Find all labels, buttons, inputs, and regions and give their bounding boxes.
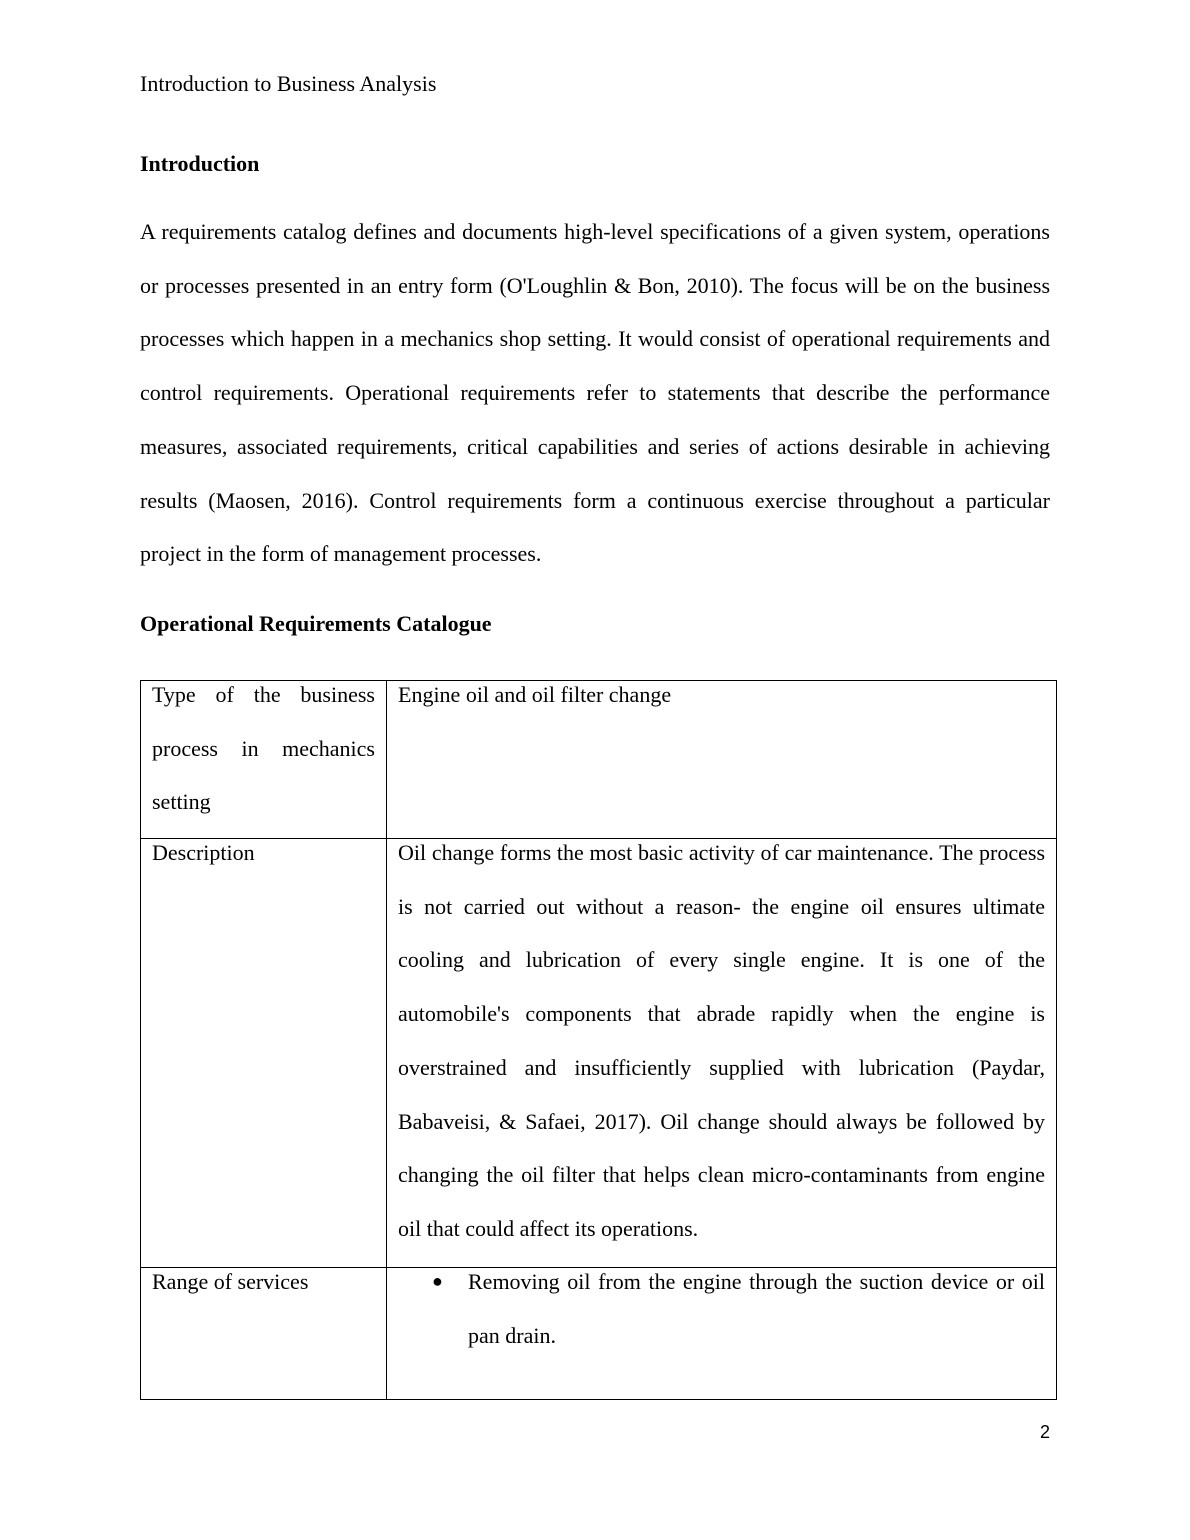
table-row xyxy=(141,839,1057,1268)
bullet-icon: ● xyxy=(432,1271,443,1291)
description-value: Oil change forms the most basic activity of car maintenance. The process is not carried out without a reason- the engine oil ensures ultimate cooling and lubrication of every single engine. It is one of the automobile's components that abrade rapidly when the engine is overstrained and insufficiently supplied with lubrication (Paydar, Babaveisi, & Safaei, 2017). Oil change should always be followed by changing the oil filter that helps clean micro-contaminants from engine oil that could affect its operations. xyxy=(398,840,1045,1241)
table-cell-value xyxy=(387,839,1057,1268)
table-cell-value xyxy=(387,681,1057,839)
introduction-paragraph: A requirements catalog defines and documents high-level specifications of a given system, operations or processes presented in an entry form (O'Loughlin & Bon, 2010). The focus will be on the business processes which happen in a mechanics shop setting. It would consist of operational requirements and control requirements. Operational requirements refer to statements that describe the performance measures, associated requirements, critical capabilities and series of actions desirable in achieving results (Maosen, 2016). Control requirements form a continuous exercise throughout a particular project in the form of management processes. xyxy=(140,219,1050,567)
process-type-label: Type of the business process in mechanics setting xyxy=(152,682,375,815)
range-of-services-label: Range of services xyxy=(152,1269,309,1294)
list-item xyxy=(432,1255,1045,1362)
table-row xyxy=(141,1268,1057,1400)
process-type-value: Engine oil and oil filter change xyxy=(398,682,672,707)
requirements-table xyxy=(140,680,1057,1400)
introduction-heading: Introduction xyxy=(140,151,260,176)
service-item-text: Removing oil from the engine through the suction device or oil pan drain. xyxy=(468,1269,1045,1348)
running-head: Introduction to Business Analysis xyxy=(140,71,437,96)
description-label: Description xyxy=(152,840,255,865)
table-row xyxy=(141,681,1057,839)
table-cell-label xyxy=(141,681,387,839)
table-cell-value xyxy=(387,1268,1057,1400)
table-cell-label xyxy=(141,839,387,1268)
operational-requirements-heading: Operational Requirements Catalogue xyxy=(140,611,492,636)
page-number: 2 xyxy=(1039,1422,1050,1442)
table-cell-label xyxy=(141,1268,387,1400)
services-bullet-list xyxy=(398,1255,1045,1362)
